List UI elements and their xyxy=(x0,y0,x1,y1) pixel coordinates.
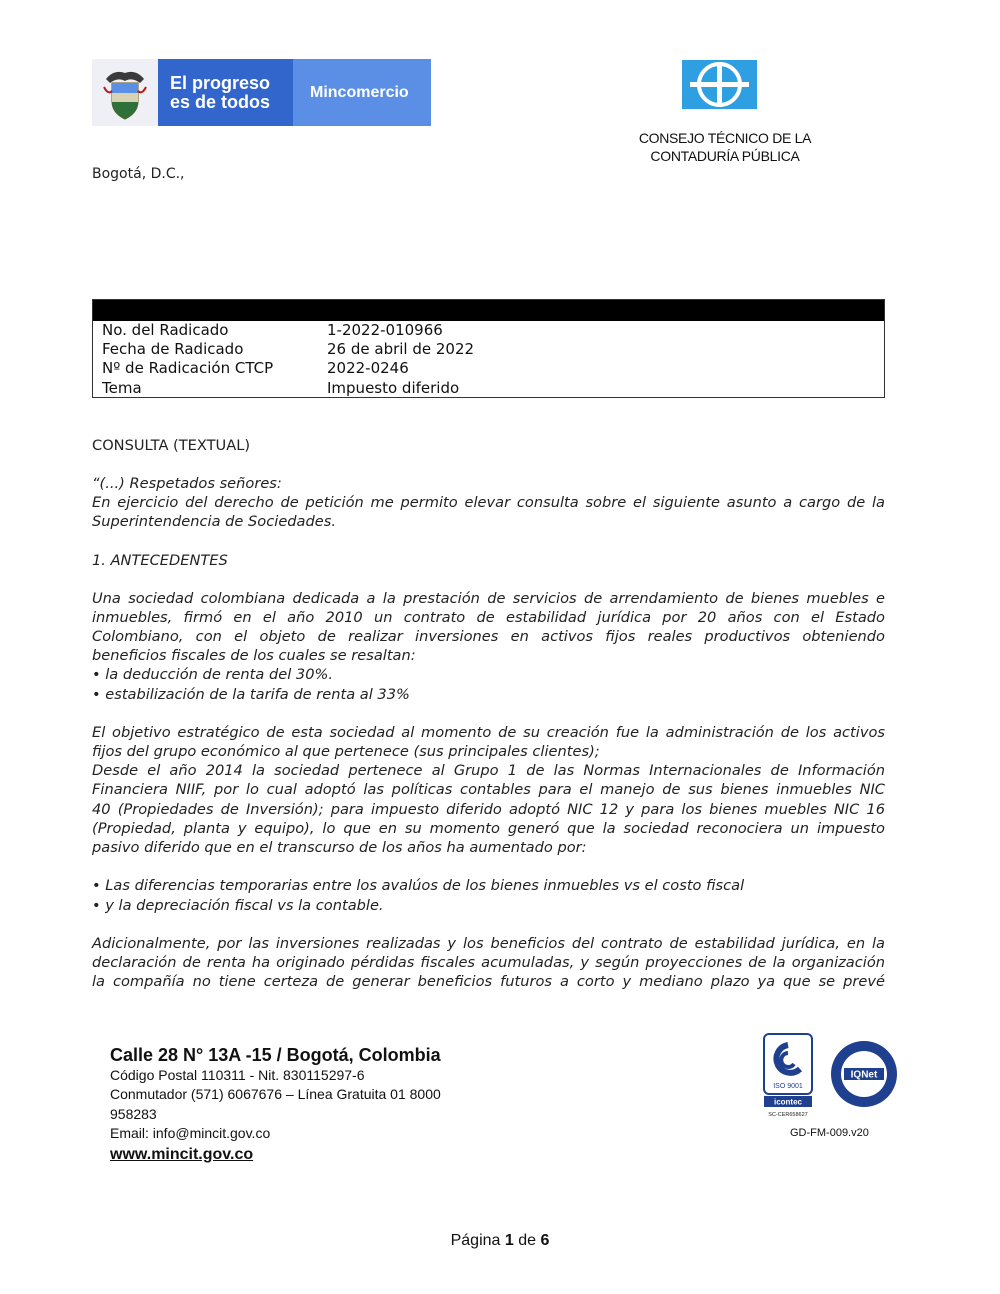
bullet-item: • estabilización de la tarifa de renta al 33% xyxy=(92,686,410,703)
slogan xyxy=(158,59,293,126)
email: Email: info@mincit.gov.co xyxy=(110,1125,271,1142)
row-label: No. del Radicado xyxy=(102,321,229,339)
paragraph-line: 40 (Propiedades de Inversión); para impuesto diferido adoptó NIC 12 y para los bienes muebles NIC 16 xyxy=(92,801,885,818)
paragraph-line: Desde el año 2014 la sociedad pertenece al Grupo 1 de las Normas Internacionales de Información xyxy=(92,762,885,779)
government-logo xyxy=(92,59,431,126)
slogan-line-1: El progreso xyxy=(170,72,271,93)
icontec-label: icontec xyxy=(773,1097,803,1107)
ctcp-name xyxy=(600,129,850,165)
ctcp-logo-icon xyxy=(682,60,757,109)
paragraph-line: Una sociedad colombiana dedicada a la prestación de servicios de arrendamiento de bienes muebles e xyxy=(92,590,885,607)
ctcp-name-line-1: CONSEJO TÉCNICO DE LA xyxy=(638,130,812,146)
street-address: Calle 28 N° 13A -15 / Bogotá, Colombia xyxy=(110,1045,441,1065)
row-value: 2022-0246 xyxy=(327,359,409,378)
page-total: 6 xyxy=(540,1232,550,1249)
paragraph-line: fijos del grupo económico al que pertenece (sus principales clientes); xyxy=(92,743,600,760)
iso-label: ISO 9001 xyxy=(773,1083,803,1090)
icontec-iso-seal-icon xyxy=(763,1033,813,1119)
paragraph-line: declaración de renta ha originado pérdidas fiscales acumuladas, y según proyecciones de la organización xyxy=(92,954,885,971)
table-row xyxy=(93,379,884,398)
phone-line: Conmutador (571) 6067676 – Línea Gratuita 01 8000 xyxy=(110,1086,441,1103)
paragraph-line: inmuebles, firmó en el año 2010 un contrato de estabilidad jurídica por 20 años con el Estado xyxy=(92,609,885,626)
row-value: Impuesto diferido xyxy=(327,378,460,397)
phone-line: 958283 xyxy=(110,1105,157,1122)
postal-code: Código Postal 110311 - Nit. 830115297-6 xyxy=(110,1067,365,1083)
cert-code: SC-CER658627 xyxy=(768,1112,808,1118)
antecedentes-heading: 1. ANTECEDENTES xyxy=(92,552,228,569)
row-value: 1-2022-010966 xyxy=(327,321,443,339)
footer-address-block xyxy=(110,1044,490,1165)
paragraph-line: El objetivo estratégico de esta sociedad al momento de su creación fue la administración de los activos xyxy=(92,724,885,741)
page-current: 1 xyxy=(504,1232,514,1249)
intro-line: Superintendencia de Sociedades. xyxy=(92,513,336,530)
table-header-bar xyxy=(93,300,884,321)
ministry-name: Mincomercio xyxy=(293,59,431,126)
paragraph-line: la compañía no tiene certeza de generar beneficios futuros a corto y mediano plazo ya que se prevé xyxy=(92,973,885,990)
iqnet-label: IQNet xyxy=(850,1069,878,1081)
paragraph-line: pasivo diferido que en el transcurso de los años ha aumentado por: xyxy=(92,839,587,856)
row-label: Nº de Radicación CTCP xyxy=(102,359,274,378)
paragraph-line: (Propiedad, planta y equipo), lo que en su momento generó que la sociedad reconociera un impuesto xyxy=(92,820,885,837)
consulta-heading: CONSULTA (TEXTUAL) xyxy=(92,437,251,454)
city-line: Bogotá, D.C., xyxy=(92,166,185,182)
page-middle: de xyxy=(513,1232,541,1249)
filing-info-table xyxy=(92,299,885,398)
page-prefix: Página xyxy=(450,1232,505,1249)
bullet-item: • la deducción de renta del 30%. xyxy=(92,666,333,683)
table-row xyxy=(93,340,884,359)
colombia-shield-icon xyxy=(92,59,158,126)
iqnet-seal-icon xyxy=(829,1039,899,1109)
bullet-item: • Las diferencias temporarias entre los avalúos de los bienes inmuebles vs el costo fiscal xyxy=(92,877,745,894)
paragraph-line: beneficios fiscales de los cuales se resaltan: xyxy=(92,647,416,664)
row-label: Fecha de Radicado xyxy=(102,340,244,359)
paragraph-line: Financiera NIIF, por lo cual adoptó las políticas contables para el manejo de sus bienes inmuebles NIC xyxy=(92,781,885,798)
paragraph-line: Adicionalmente, por las inversiones realizadas y los beneficios del contrato de estabilidad jurídica, en la xyxy=(92,935,885,952)
website-link[interactable]: www.mincit.gov.co xyxy=(110,1145,254,1163)
table-row xyxy=(93,321,884,340)
row-label: Tema xyxy=(102,378,142,397)
paragraph-line: Colombiano, con el objeto de realizar inversiones en activos fijos reales productivos obteniendo xyxy=(92,628,885,645)
greeting: “(...) Respetados señores: xyxy=(92,475,282,492)
slogan-line-2: es de todos xyxy=(170,91,271,112)
page-number xyxy=(0,1232,1000,1250)
row-value: 26 de abril de 2022 xyxy=(327,340,475,359)
intro-line: En ejercicio del derecho de petición me permito elevar consulta sobre el siguiente asunto a cargo de la xyxy=(92,494,885,511)
table-row xyxy=(93,359,884,378)
bullet-item: • y la depreciación fiscal vs la contable. xyxy=(92,897,384,914)
ctcp-name-line-2: CONTADURÍA PÚBLICA xyxy=(650,148,800,164)
form-code: GD-FM-009.v20 xyxy=(790,1127,869,1139)
